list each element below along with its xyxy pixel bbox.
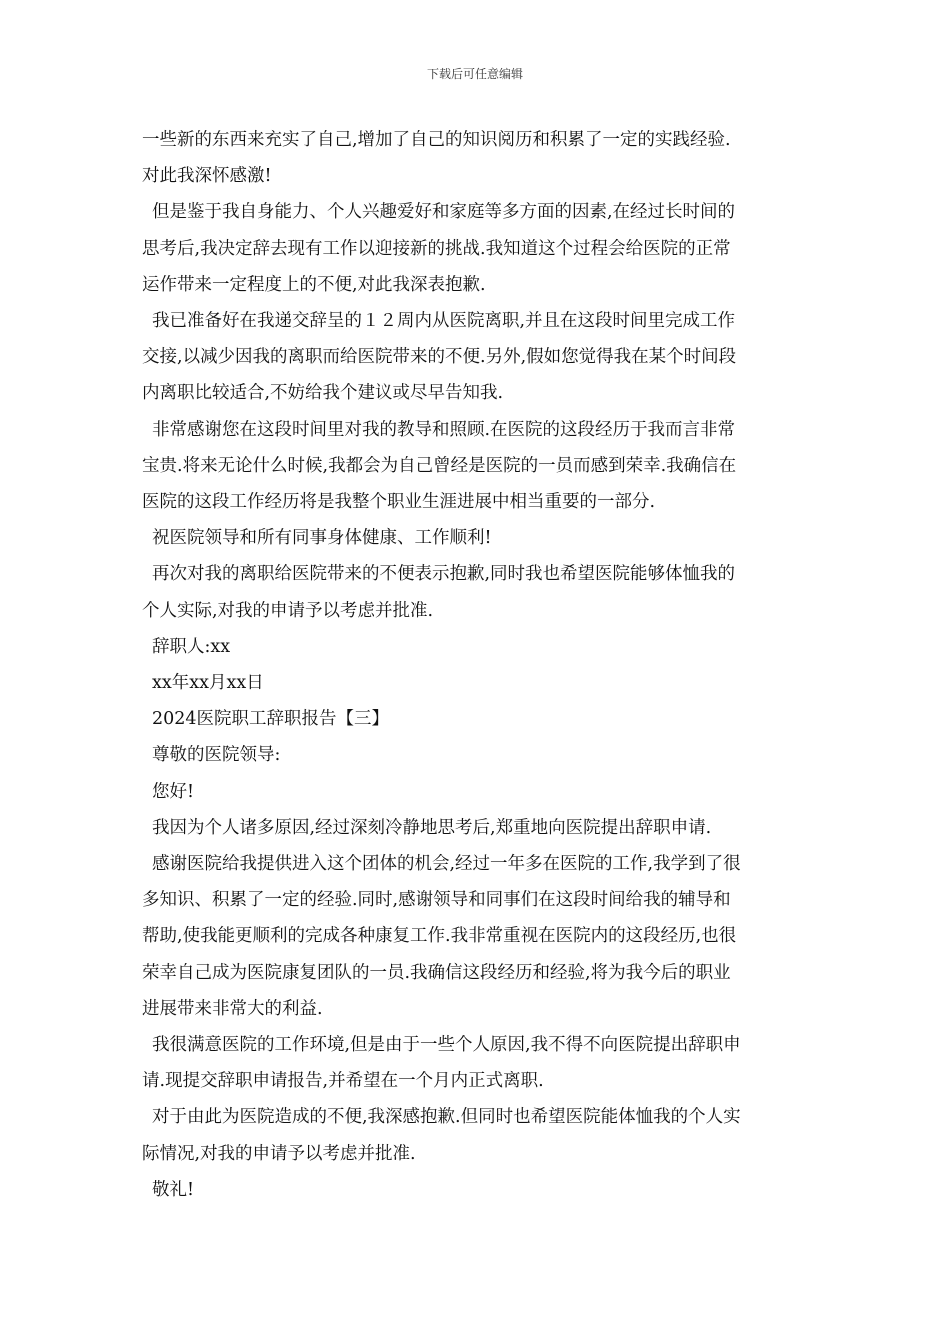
text-line: 医院的这段工作经历将是我整个职业生涯进展中相当重要的一部分. [142,492,656,513]
text-line: 交接,以减少因我的离职而给医院带来的不便.另外,假如您觉得我在某个时间段 [142,347,737,368]
text-line: 个人实际,对我的申请予以考虑并批准. [142,600,434,621]
text-line: 敬礼! [152,1179,195,1200]
text-line: 运作带来一定程度上的不便,对此我深表抱歉. [142,274,486,295]
text-line: 多知识、积累了一定的经验.同时,感谢领导和同事们在这段时间给我的辅导和 [142,890,731,911]
text-line: 请.现提交辞职申请报告,并希望在一个月内正式离职. [142,1071,544,1092]
text-line: 我已准备好在我递交辞呈的１２周内从医院离职,并且在这段时间里完成工作 [152,311,736,332]
text-line: 荣幸自己成为医院康复团队的一员.我确信这段经历和经验,将为我今后的职业 [142,962,731,983]
text-line: 宝贵.将来无论什么时候,我都会为自己曾经是医院的一员而感到荣幸.我确信在 [142,455,737,476]
text-line: xx年xx月xx日 [152,673,264,694]
text-line: 尊敬的医院领导: [152,745,281,766]
text-line: 您好! [152,781,195,802]
text-line: 感谢医院给我提供进入这个团体的机会,经过一年多在医院的工作,我学到了很 [152,854,741,875]
text-line: 际情况,对我的申请予以考虑并批准. [142,1143,416,1164]
text-line: 我因为个人诸多原因,经过深刻冷静地思考后,郑重地向医院提出辞职申请. [152,817,712,838]
text-line: 我很满意医院的工作环境,但是由于一些个人原因,我不得不向医院提出辞职申 [152,1035,741,1056]
text-line: 2024医院职工辞职报告【三】 [152,709,390,730]
text-line: 思考后,我决定辞去现有工作以迎接新的挑战.我知道这个过程会给医院的正常 [142,238,731,259]
text-line: 内离职比较适合,不妨给我个建议或尽早告知我. [142,383,504,404]
text-line: 对于由此为医院造成的不便,我深感抱歉.但同时也希望医院能体恤我的个人实 [152,1107,741,1128]
document-body [142,122,812,1208]
page-header: 下载后可任意编辑 [426,67,523,81]
text-line: 对此我深怀感激! [142,166,272,187]
text-line: 再次对我的离职给医院带来的不便表示抱歉,同时我也希望医院能够体恤我的 [152,564,736,585]
text-line: 但是鉴于我自身能力、个人兴趣爱好和家庭等多方面的因素,在经过长时间的 [152,202,736,223]
text-line: 帮助,使我能更顺利的完成各种康复工作.我非常重视在医院内的这段经历,也很 [142,926,737,947]
text-line: 辞职人:xx [152,636,231,657]
text-line: 祝医院领导和所有同事身体健康、工作顺利! [152,528,492,549]
text-line: 非常感谢您在这段时间里对我的教导和照顾.在医院的这段经历于我而言非常 [152,419,736,440]
text-line: 进展带来非常大的利益. [142,998,323,1019]
text-line: 一些新的东西来充实了自己,增加了自己的知识阅历和积累了一定的实践经验. [142,130,731,150]
